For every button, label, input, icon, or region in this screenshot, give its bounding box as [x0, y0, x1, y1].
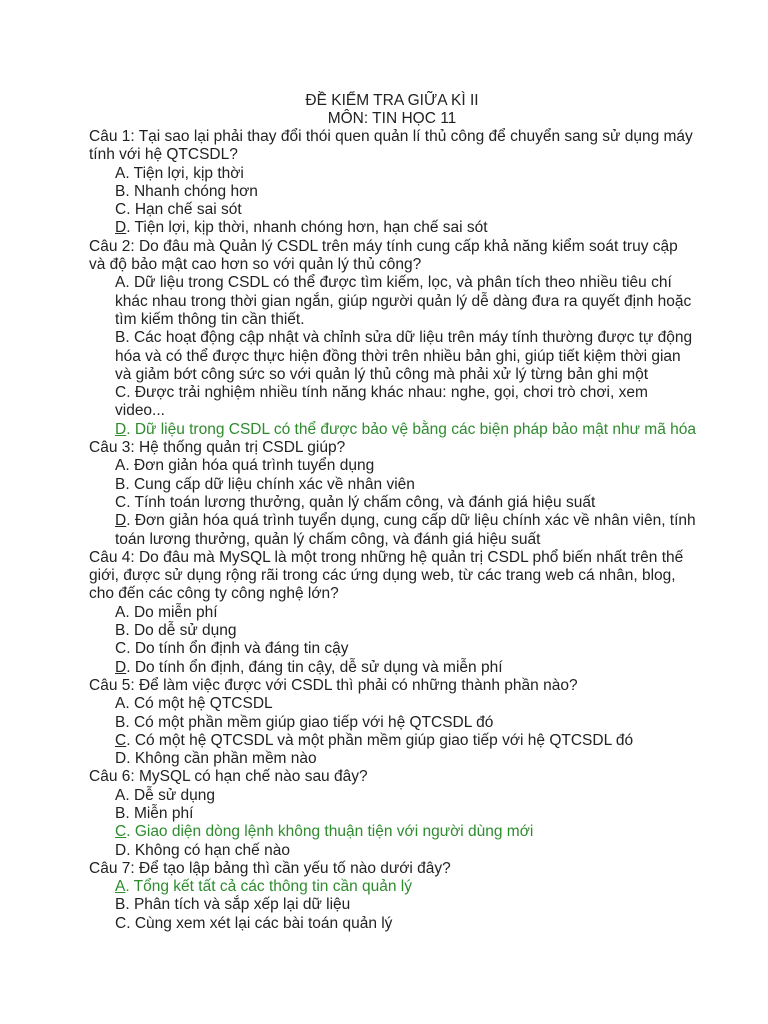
option-text: . Tính toán lương thưởng, quản lý chấm công, và đánh giá hiệu suất [126, 493, 596, 511]
option-text: . Đơn giản hóa quá trình tuyển dụng [125, 457, 375, 475]
option-letter: D [115, 219, 127, 237]
option-letter: C [115, 914, 127, 932]
option-letter: C [115, 640, 127, 658]
answer-option [0, 915, 768, 933]
question-text: Câu 2: Do đâu mà Quản lý CSDL trên máy tính cung cấp khả năng kiểm soát truy cập và độ bảo mật cao hơn so với quản lý thủ công? [89, 237, 678, 274]
option-text: . Có một phần mềm giúp giao tiếp với hệ QTCSDL đó [125, 713, 494, 731]
option-letter: B [115, 896, 126, 914]
option-text: . Hạn chế sai sót [126, 201, 242, 219]
option-text: . Tổng kết tất cả các thông tin cần quản lý [125, 878, 412, 896]
answer-option [0, 659, 768, 677]
option-letter: A [115, 786, 126, 804]
answer-option [0, 476, 768, 494]
option-letter: B [115, 329, 126, 347]
option-letter: C [115, 823, 127, 841]
option-letter: A [115, 695, 126, 713]
option-letter: D [115, 658, 127, 676]
answer-option [0, 421, 768, 439]
answer-option [0, 201, 768, 219]
option-letter: C [115, 493, 127, 511]
option-letter: A [115, 274, 126, 292]
option-letter: A [115, 603, 126, 621]
option-text: . Dễ sử dụng [125, 786, 215, 804]
answer-option [0, 896, 768, 914]
option-text: . Cùng xem xét lại các bài toán quản lý [126, 914, 393, 932]
question-list [0, 128, 768, 933]
option-letter: D [115, 512, 127, 530]
exam-document [0, 92, 768, 933]
option-text: . Do tính ổn định và đáng tin cậy [126, 640, 349, 658]
answer-option [0, 732, 768, 750]
answer-option [0, 787, 768, 805]
option-letter: C [115, 384, 127, 402]
option-text: . Cung cấp dữ liệu chính xác về nhân viên [125, 475, 415, 493]
exam-title: ĐỀ KIỂM TRA GIỮA KÌ II [305, 92, 479, 109]
answer-option [0, 219, 768, 237]
option-text: . Có một hệ QTCSDL [125, 695, 273, 713]
option-letter: A [115, 164, 126, 182]
option-text: . Miễn phí [125, 804, 194, 822]
answer-option [0, 457, 768, 475]
question-text: Câu 6: MySQL có hạn chế nào sau đây? [89, 768, 368, 786]
option-text: . Do dễ sử dụng [125, 622, 237, 640]
option-letter: A [115, 457, 126, 475]
option-text: . Tiện lợi, kịp thời, nhanh chóng hơn, hạn chế sai sót [126, 219, 488, 237]
option-text: . Tiện lợi, kịp thời [125, 164, 244, 182]
answer-option [0, 622, 768, 640]
option-letter: B [115, 622, 126, 640]
answer-option [0, 805, 768, 823]
answer-option [0, 165, 768, 183]
question-text: Câu 4: Do đâu mà MySQL là một trong những hệ quản trị CSDL phổ biến nhất trên thế giới, được sử dụng rộng rãi trong các ứng dụng web, từ các trang web cá nhân, blog, cho đến các công ty công nghệ lớn? [89, 548, 684, 603]
question-text: Câu 3: Hệ thống quản trị CSDL giúp? [89, 439, 346, 457]
option-letter: B [115, 804, 126, 822]
option-letter: D [115, 841, 127, 859]
option-letter: B [115, 475, 126, 493]
option-letter: C [115, 731, 127, 749]
option-text: . Do tính ổn định, đáng tin cậy, dễ sử dụng và miễn phí [126, 658, 503, 676]
answer-option [0, 640, 768, 658]
answer-option [0, 695, 768, 713]
option-text: . Được trải nghiệm nhiều tính năng khác nhau: nghe, gọi, chơi trò chơi, xem video... [115, 384, 648, 420]
answer-option [0, 714, 768, 732]
question-text: Câu 1: Tại sao lại phải thay đổi thói quen quản lí thủ công để chuyển sang sử dụng máy tính với hệ QTCSDL? [89, 128, 693, 164]
answer-option [0, 750, 768, 768]
option-text: . Có một hệ QTCSDL và một phần mềm giúp giao tiếp với hệ QTCSDL đó [126, 731, 634, 749]
option-text: . Không có hạn chế nào [126, 841, 290, 859]
answer-option [0, 274, 768, 329]
answer-option [0, 384, 768, 421]
question-text: Câu 5: Để làm việc được với CSDL thì phải có những thành phần nào? [89, 676, 578, 694]
option-text: . Không cần phần mềm nào [126, 750, 317, 768]
answer-option [0, 512, 768, 549]
answer-option [0, 604, 768, 622]
answer-option [0, 329, 768, 384]
option-text: . Nhanh chóng hơn [125, 182, 258, 200]
option-letter: A [115, 878, 126, 896]
answer-option [0, 842, 768, 860]
question-text: Câu 7: Để tạo lập bảng thì cần yếu tố nào dưới đây? [89, 859, 451, 877]
answer-option [0, 823, 768, 841]
option-letter: C [115, 201, 127, 219]
option-text: . Các hoạt động cập nhật và chỉnh sửa dữ liệu trên máy tính thường được tự động hóa và có thể được thực hiện đồng thời trên nhiều bản ghi, giúp tiết kiệm thời gian và giảm bớt công sức so với quản lý thủ công mà phải xử lý từng bản ghi một [115, 329, 693, 383]
option-text: . Đơn giản hóa quá trình tuyển dụng, cung cấp dữ liệu chính xác về nhân viên, tính toán lương thưởng, quản lý chấm công, và đánh giá hiệu suất [115, 512, 696, 548]
option-text: . Giao diện dòng lệnh không thuận tiện với người dùng mới [126, 823, 534, 841]
option-text: . Phân tích và sắp xếp lại dữ liệu [125, 896, 351, 914]
option-text: . Dữ liệu trong CSDL có thể được bảo vệ bằng các biện pháp bảo mật như mã hóa [126, 420, 696, 438]
answer-option [0, 183, 768, 201]
option-letter: D [115, 750, 127, 768]
answer-option [0, 494, 768, 512]
option-text: . Do miễn phí [125, 603, 218, 621]
option-letter: B [115, 713, 126, 731]
option-letter: D [115, 420, 127, 438]
option-text: . Dữ liệu trong CSDL có thể được tìm kiếm, lọc, và phân tích theo nhiều tiêu chí khác nhau trong thời gian ngắn, giúp người quản lý dễ dàng đưa ra quyết định hoặc tìm kiếm thông tin cần thiết. [115, 274, 692, 328]
option-letter: B [115, 182, 126, 200]
answer-option [0, 878, 768, 896]
subject-title: MÔN: TIN HỌC 11 [327, 110, 457, 127]
